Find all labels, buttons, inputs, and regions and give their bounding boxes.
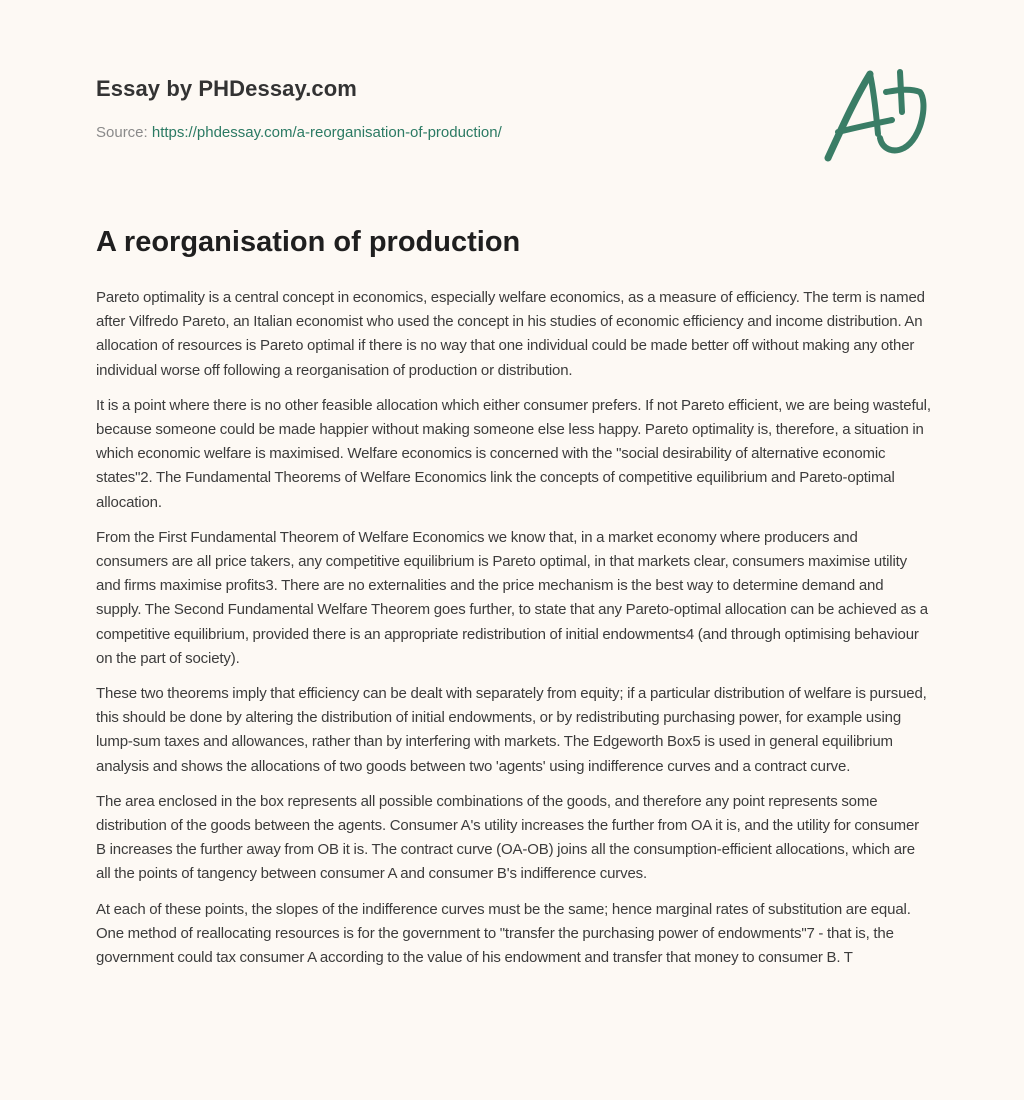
essay-paragraph: It is a point where there is no other feasible allocation which either consumer prefers. If not Pareto efficient, we are being wasteful, because someone could be made happier without making someone else less happy. Pareto optimality is, therefore, a situation in which economic welfare is maximised. Welfare economics is concerned with the "social desirability of alternative economic states"2. The Fundamental Theorems of Welfare Economics link the concepts of competitive equilibrium and Pareto-optimal allocation. — [96, 396, 931, 511]
source-link[interactable]: https://phdessay.com/a-reorganisation-of-production/ — [151, 124, 502, 141]
site-title: Essay by PHDessay.com — [96, 76, 357, 101]
a-plus-grade-icon — [820, 62, 930, 166]
essay-paragraph: Pareto optimality is a central concept in economics, especially welfare economics, as a measure of efficiency. The term is named after Vilfredo Pareto, an Italian economist who used the concept in his studies of economic efficiency and income distribution. An allocation of resources is Pareto optimal if there is no way that one individual could be made better off without making any other individual worse off following a reorganisation of production or distribution. — [96, 289, 925, 379]
essay-body — [96, 286, 932, 981]
source-label: Source: — [96, 124, 148, 141]
essay-paragraph: At each of these points, the slopes of the indifference curves must be the same; hence marginal rates of substitution are equal. One method of reallocating resources is for the government to "transfer the purchasing power of endowments"7 - that is, the government could tax consumer A according to the value of his endowment and transfer that money to consumer B. T — [96, 900, 911, 967]
essay-paragraph: From the First Fundamental Theorem of Welfare Economics we know that, in a market economy where producers and consumers are all price takers, any competitive equilibrium is Pareto optimal, in that markets clear, consumers maximise utility and firms maximise profits3. There are no externalities and the price mechanism is the best way to determine demand and supply. The Second Fundamental Welfare Theorem goes further, to state that any Pareto-optimal allocation can be achieved as a competitive equilibrium, provided there is an appropriate redistribution of initial endowments4 (and through optimising behaviour on the part of society). — [96, 528, 928, 667]
essay-paragraph: These two theorems imply that efficiency can be dealt with separately from equity; if a particular distribution of welfare is pursued, this should be done by altering the distribution of initial endowments, or by redistributing purchasing power, for example using lump-sum taxes and allowances, rather than by interfering with markets. The Edgeworth Box5 is used in general equilibrium analysis and shows the allocations of two goods between two 'agents' using indifference curves and a contract curve. — [96, 685, 927, 775]
essay-title: A reorganisation of production — [96, 226, 521, 258]
essay-paragraph: The area enclosed in the box represents all possible combinations of the goods, and therefore any point represents some distribution of the goods between the agents. Consumer A's utility increases the further from OA it is, and the utility for consumer B increases the further away from OB it is. The contract curve (OA-OB) joins all the consumption-efficient allocations, which are all the points of tangency between consumer A and consumer B's indifference curves. — [96, 792, 920, 883]
source-line — [96, 124, 502, 141]
